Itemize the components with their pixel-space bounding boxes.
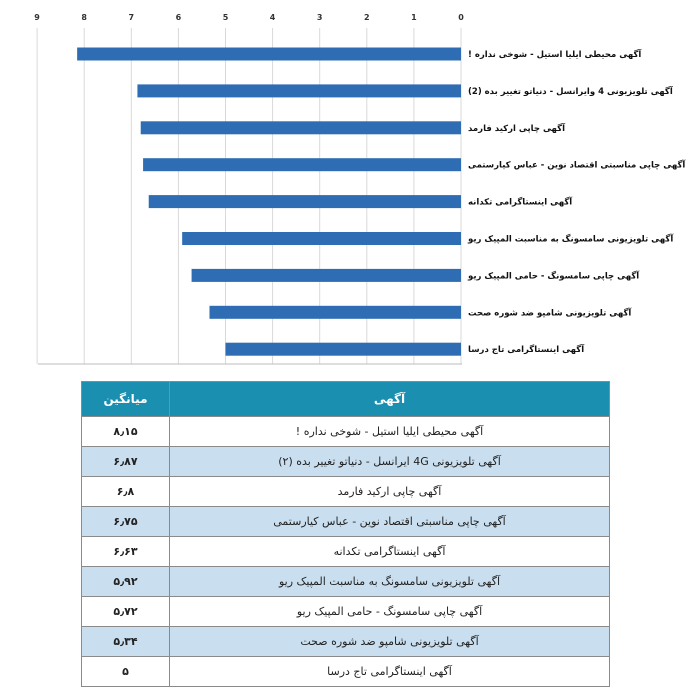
average-cell: ۶٫۷۵ <box>82 507 170 537</box>
table-row <box>82 507 610 537</box>
average-cell: ۸٫۱۵ <box>82 417 170 447</box>
x-tick-label: 6 <box>175 13 182 22</box>
ad-cell: آگهی اینستاگرامی تاج درسا <box>170 657 610 687</box>
bar <box>77 48 461 61</box>
header-average: میانگین <box>82 382 170 417</box>
x-tick-label: 4 <box>269 13 276 22</box>
bar <box>143 158 461 171</box>
ratings-table <box>81 381 610 687</box>
table-row <box>82 537 610 567</box>
x-axis-ticks <box>34 13 464 22</box>
x-tick-label: 0 <box>458 13 464 22</box>
category-labels <box>467 48 686 355</box>
table-header-row <box>82 382 610 417</box>
bar <box>182 232 461 245</box>
table-row <box>82 447 610 477</box>
category-label: آگهی محیطی ایلیا استیل - شوخی نداره ! <box>468 50 642 60</box>
ad-cell: آگهی چاپی مناسبتی اقتصاد نوین - عباس کیارستمی <box>170 507 610 537</box>
category-label: آگهی تلویزیونی 4 وایرانسل - دنیاتو تغییر بده (2) <box>468 86 673 97</box>
category-label: آگهی تلویزیونی سامسونگ به مناسبت المپیک ریو <box>468 234 674 245</box>
x-tick-label: 9 <box>34 13 40 22</box>
table-row <box>82 477 610 507</box>
bar <box>226 343 462 356</box>
category-label: آگهی اینستاگرامی تاج درسا <box>468 345 585 356</box>
ad-cell: آگهی تلویزیونی شامپو ضد شوره صحت <box>170 627 610 657</box>
table-row <box>82 597 610 627</box>
x-tick-label: 8 <box>81 13 87 22</box>
category-label: آگهی چاپی ارکید فارمد <box>468 123 566 134</box>
x-tick-label: 1 <box>411 13 417 22</box>
category-label: آگهی چاپی سامسونگ - حامی المپیک ریو <box>468 271 640 282</box>
average-cell: ۶٫۸۷ <box>82 447 170 477</box>
ad-cell: آگهی تلویزیونی 4G ایرانسل - دنیاتو تغییر بده (۲) <box>170 447 610 477</box>
ad-cell: آگهی چاپی سامسونگ - حامی المپیک ریو <box>170 597 610 627</box>
x-tick-label: 7 <box>128 13 135 22</box>
x-tick-label: 5 <box>222 13 229 22</box>
category-label: آگهی تلویزیونی شامپو ضد شوره صحت <box>468 308 632 319</box>
x-tick-label: 2 <box>364 13 370 22</box>
average-cell: ۵ <box>82 657 170 687</box>
ad-cell: آگهی چاپی ارکید فارمد <box>170 477 610 507</box>
x-tick-label: 3 <box>316 13 323 22</box>
category-label: آگهی چاپی مناسبتی اقتصاد نوین - عباس کیارستمی <box>468 160 686 171</box>
bar <box>137 84 461 97</box>
table-row <box>82 627 610 657</box>
bar <box>192 269 461 282</box>
average-cell: ۶٫۶۳ <box>82 537 170 567</box>
table-row <box>82 417 610 447</box>
bar <box>149 195 461 208</box>
table-row <box>82 567 610 597</box>
bars <box>77 48 461 356</box>
ad-cell: آگهی تلویزیونی سامسونگ به مناسبت المپیک ریو <box>170 567 610 597</box>
ad-cell: آگهی محیطی ایلیا استیل - شوخی نداره ! <box>170 417 610 447</box>
average-cell: ۶٫۸ <box>82 477 170 507</box>
table-row <box>82 657 610 687</box>
bar <box>209 306 461 319</box>
average-cell: ۵٫۷۲ <box>82 597 170 627</box>
ad-cell: آگهی اینستاگرامی تکدانه <box>170 537 610 567</box>
header-ad: آگهی <box>170 382 610 417</box>
category-label: آگهی اینستاگرامی تکدانه <box>468 197 573 208</box>
average-cell: ۵٫۳۴ <box>82 627 170 657</box>
bar <box>141 121 461 134</box>
average-cell: ۵٫۹۲ <box>82 567 170 597</box>
